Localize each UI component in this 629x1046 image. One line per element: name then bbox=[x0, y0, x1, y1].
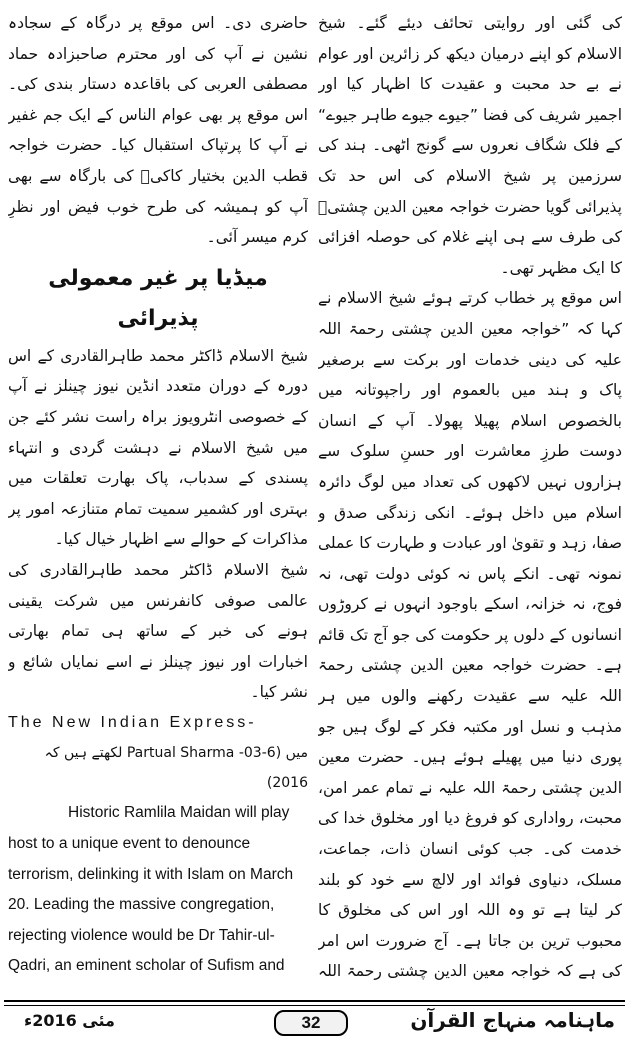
paragraph: اس موقع پر خطاب کرتے ہوئے شیخ الاسلام نے کہا کہ ”خواجہ معین الدین چشتی رحمۃ اللہ علیہ کی دینی خدمات اور برکت سے برصغیر پاک و ہند میں بالعموم اور راجپوتانہ میں بالخصوص اسلام پھیلا پھولا۔ آپ کے انسان دوست طرزِ معاشرت اور حسنِ سلوک سے ہزاروں نہیں لاکھوں کی تعداد میں لوگ دائرہ اسلام میں داخل ہوئے۔ انکی زندگی صدق و صفا، زہد و تقویٰ اور عبادت و طہارت کا عملی نمونہ تھی۔ انکے پاس نہ کوئی دولت تھی، نہ فوج، نہ خزانہ، اسکے باوجود انہوں نے کروڑوں انسانوں کے دلوں پر حکومت کی جو آج تک قائم ہے۔ حضرت خواجہ معین الدین چشتی رحمۃ اللہ علیہ سے عقیدت رکھنے والوں میں ہر مذہب و نسل اور مکتبہ فکر کے لوگ ہیں جو پوری دنیا میں پھیلے ہوئے ہیں۔ حضرت معین الدین چشتی رحمۃ اللہ علیہ نے تمام عمر امن، محبت، رواداری کو فروغ دیا اور مخلوق خدا کی خدمت کی۔ جب کوئی انسان ذات، جماعت، مسلک، دنیاوی فوائد اور لالچ سے خود کو بلند کر لیتا ہے تو وہ اللہ اور اس کی مخلوق کا محبوب ترین بن جاتا ہے۔ آج ضرورت اس امر کی ہے کہ خواجہ معین الدین چشتی رحمۃ اللہ bbox=[318, 289, 622, 981]
issue-date: مئی 2016ء bbox=[24, 1011, 115, 1030]
quote-text: Historic bbox=[68, 804, 124, 822]
quote-text: will play host to a unique event to denounce terrorism, delinking it with Islam on March 20. Leading the massive congregation, rejecting violence would be Dr Tahir-ul-Qadri, an eminent scholar of Sufism and bbox=[8, 804, 294, 975]
byline-author: Partual Sharma bbox=[126, 745, 235, 762]
section-heading: میڈیا پر غیر معمولی پذیرائی bbox=[48, 265, 268, 331]
byline-urdu: لکھتے ہیں کہ bbox=[44, 745, 123, 762]
paragraph: حاضری دی۔ اس موقع پر درگاہ کے سجادہ نشین نے آپ کی اور محترم صاحبزادہ حماد مصطفی العربی کی باقاعدہ دستار بندی کی۔ اس موقع پر بھی عوام الناس کے ایک جم غفیر نے آپ کا پرتپاک استقبال کیا۔ حضرت خواجہ قطب الدین بختیار کاکیؒ کی بارگاہ سے بھی آپ کو ہمیشہ کی طرح خوب فیض اور نظرِ کرم میسر آئی۔ bbox=[8, 14, 308, 247]
newspaper-name: The New Indian Express- bbox=[8, 713, 257, 731]
page-number: 32 bbox=[274, 1010, 348, 1036]
left-column bbox=[8, 8, 308, 982]
footer-rule bbox=[4, 1005, 625, 1006]
byline-urdu: میں bbox=[281, 745, 308, 762]
paragraph: شیخ الاسلام ڈاکٹر محمد طاہرالقادری کے اس دورہ کے دوران متعدد انڈین نیوز چینلز نے آپ کے خصوصی انٹرویوز براہ راست نشر کئے جن میں شیخ الاسلام نے دہشت گردی و انتہاء پسندی کے سدباب، پاک بھارت تعلقات میں بہتری اور کشمیر سمیت تمام متنازعہ امور پر مذاکرات کے حوالے سے اظہار خیال کیا۔ bbox=[8, 346, 308, 549]
right-column bbox=[318, 8, 622, 982]
page-footer bbox=[4, 1000, 625, 1042]
paragraph: کی گئی اور روایتی تحائف دیئے گئے۔ شیخ الاسلام کو اپنے درمیان دیکھ کر زائرین اور عوام نے بے حد محبت و عقیدت کا اظہار کیا اور اجمیر شریف کی فضا ”جیوے جیوے طاہر جیوے“ کے فلک شگاف نعروں سے گونج اٹھی۔ ہند کی سرزمین پر شیخ الاسلام کی اس حد تک پذیرائی گویا حضرت خواجہ معین الدین چشتیؒ کی طرف سے ہی اپنے غلام کی حوصلہ افزائی کا ایک مظہر تھی۔ bbox=[318, 14, 622, 277]
byline-date: (6-03-2016) bbox=[238, 745, 308, 792]
quote-text: Ramlila Maidan bbox=[123, 804, 231, 822]
magazine-logo: ماہنامہ منہاج القرآن bbox=[410, 1008, 615, 1032]
paragraph: شیخ الاسلام ڈاکٹر محمد طاہرالقادری کی عالمی صوفی کانفرنس میں شرکت یقینی ہونے کی خبر کے ساتھ ہی تمام بھارتی اخبارات اور نیوز چینلز نے اسے نمایاں شائع و نشر کیا۔ bbox=[8, 560, 308, 702]
english-quote bbox=[8, 798, 308, 982]
byline bbox=[8, 738, 308, 798]
